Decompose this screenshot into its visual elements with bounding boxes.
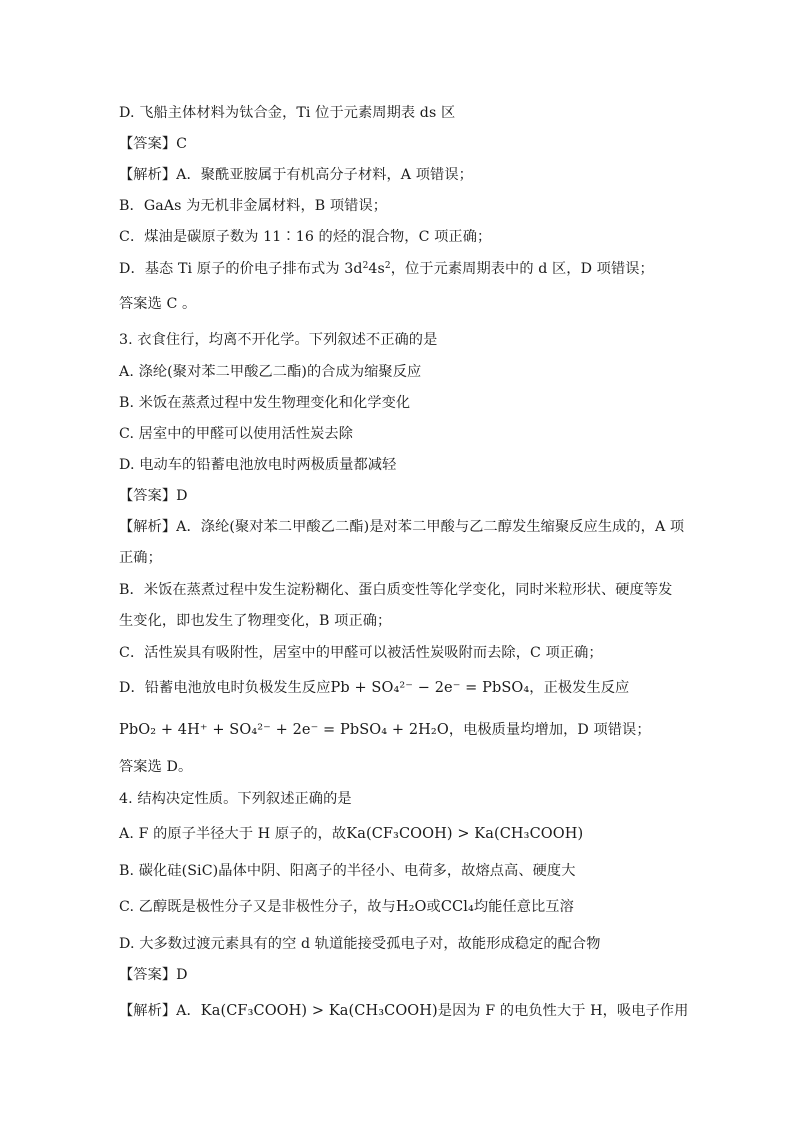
q2-d-suffix: ，位于元素周期表中的 d 区，D 项错误； (390, 261, 654, 277)
q3-answer: 【答案】D (119, 488, 188, 504)
q2-conclusion: 答案选 C 。 (119, 296, 197, 312)
q3-analysis-b2: 生变化，即也发生了物理变化，B 项正确； (119, 613, 392, 629)
q4-option-c (119, 897, 574, 917)
q2-answer: 【答案】C (119, 136, 188, 152)
water-formula: H₂O (395, 899, 427, 915)
q4-c-mid: 或 (426, 899, 441, 915)
q3-d-mid: ，正极发生反应 (529, 680, 630, 696)
q4-option-a (119, 824, 583, 844)
q4-answer: 【答案】D (119, 967, 188, 983)
q4-a-prefix: A. F 的原子半径大于 H 原子的，故 (119, 826, 347, 842)
q4-c-suffix: 均能任意比互溶 (473, 899, 574, 915)
q3-analysis-d (119, 678, 629, 698)
q4-stem: 4. 结构决定性质。下列叙述正确的是 (119, 791, 352, 807)
q3-option-c: C. 居室中的甲醛可以使用活性炭去除 (119, 426, 353, 442)
q2-d-sup2: 2 (384, 261, 391, 271)
q3-analysis-a1: 【解析】A．涤纶(聚对苯二甲酸乙二酯)是对苯二甲酸与乙二醇发生缩聚反应生成的，A 项 (119, 519, 685, 535)
q4-analysis (119, 1001, 688, 1021)
q2-analysis-b: B．GaAs 为无机非金属材料，B 项错误； (119, 198, 388, 214)
q4-analysis-suffix: 是因为 F 的电负性大于 H，吸电子作用 (437, 1003, 689, 1019)
q2-option-d: D. 飞船主体材料为钛合金，Ti 位于元素周期表 ds 区 (119, 105, 456, 121)
q3-analysis-d2 (119, 720, 651, 740)
q2-d-mid: 4s (368, 261, 385, 277)
q4-option-b: B. 碳化硅(SiC)晶体中阴、阳离子的半径小、电荷多，故熔点高、硬度大 (119, 863, 576, 879)
q4-a-equation: Ka(CF₃COOH) > Ka(CH₃COOH) (346, 826, 584, 842)
q3-d-suffix: ，电极质量均增加，D 项错误； (448, 722, 651, 738)
q3-conclusion: 答案选 D。 (119, 759, 193, 775)
negative-electrode-equation: Pb + SO₄²⁻ − 2e⁻ = PbSO₄ (330, 680, 530, 696)
positive-electrode-equation: PbO₂ + 4H⁺ + SO₄²⁻ + 2e⁻ = PbSO₄ + 2H₂O (119, 722, 449, 738)
q3-analysis-b1: B．米饭在蒸煮过程中发生淀粉糊化、蛋白质变性等化学变化，同时米粒形状、硬度等发 (119, 582, 673, 598)
q4-c-prefix: C. 乙醇既是极性分子又是非极性分子，故与 (119, 899, 396, 915)
q3-stem: 3. 衣食住行，均离不开化学。下列叙述不正确的是 (119, 332, 438, 348)
q2-d-sup1: 2 (362, 261, 369, 271)
q3-d-prefix: D．铅蓄电池放电时负极发生反应 (119, 680, 331, 696)
q2-analysis-a: 【解析】A．聚酰亚胺属于有机高分子材料，A 项错误； (119, 167, 473, 183)
q4-analysis-prefix: 【解析】A． (119, 1003, 201, 1019)
q4-analysis-equation: Ka(CF₃COOH) > Ka(CH₃COOH) (200, 1003, 438, 1019)
ccl4-formula: CCl₄ (440, 899, 474, 915)
q3-analysis-a2: 正确； (119, 550, 162, 566)
q3-option-a: A. 涤纶(聚对苯二甲酸乙二酯)的合成为缩聚反应 (119, 364, 422, 380)
q2-d-prefix: D．基态 Ti 原子的价电子排布式为 3d (119, 261, 363, 277)
q2-analysis-c: C．煤油是碳原子数为 11∶16 的烃的混合物，C 项正确； (119, 229, 492, 245)
q4-option-d: D. 大多数过渡元素具有的空 d 轨道能接受孤电子对，故能形成稳定的配合物 (119, 936, 601, 952)
q2-analysis-d (119, 259, 654, 279)
q3-option-d: D. 电动车的铅蓄电池放电时两极质量都减轻 (119, 457, 397, 473)
q3-analysis-c: C．活性炭具有吸附性，居室中的甲醛可以被活性炭吸附而去除，C 项正确； (119, 645, 603, 661)
q3-option-b: B. 米饭在蒸煮过程中发生物理变化和化学变化 (119, 395, 411, 411)
